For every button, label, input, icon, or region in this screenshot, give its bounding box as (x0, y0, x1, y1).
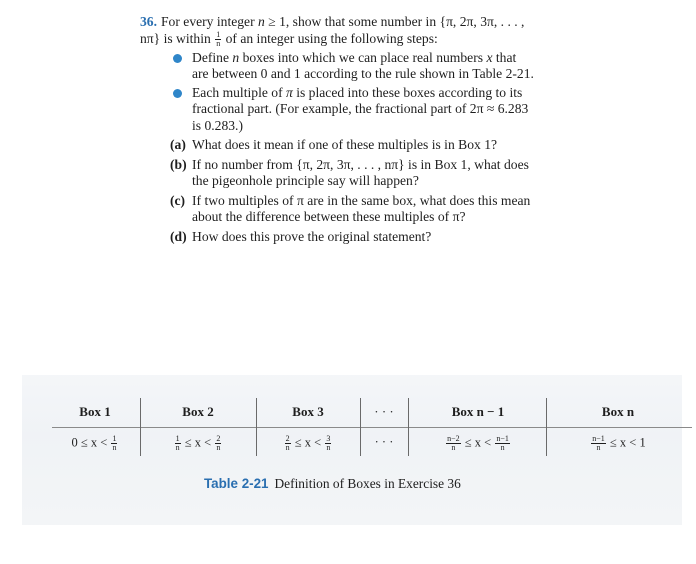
exercise-intro (140, 14, 535, 48)
intro-fraction: $\frac{1}{n}$ (216, 29, 221, 48)
bullet-dot-icon (173, 89, 182, 98)
header-box-3: Box 3 (292, 404, 324, 419)
header-box-1: Box 1 (79, 404, 111, 419)
column-separator (408, 398, 409, 456)
intro-var-n: n (258, 14, 265, 29)
bullet-item-2: Each multiple of π is placed into these boxes according to its fractional part. (For example, the fractional part of 2π ≈ 6.283 is 0.283.) (140, 85, 535, 135)
part-d: (d) How does this prove the original statement? (170, 228, 432, 244)
column-separator (140, 398, 141, 456)
column-separator (256, 398, 257, 456)
rule-box-2: $\frac{1}{n}$ ≤ x < $\frac{2}{n}$ (175, 434, 221, 452)
exercise-number: 36. (140, 14, 157, 29)
header-box-2: Box 2 (182, 404, 214, 419)
intro-set: {π, 2π, 3π, . . . , nπ} (140, 14, 525, 46)
rule-box-n: $\frac{n-1}{n}$ ≤ x < 1 (592, 434, 646, 452)
intro-within: is within (160, 30, 215, 46)
bullet-dot-icon (173, 54, 182, 63)
table-divider (52, 427, 692, 428)
table-caption (204, 476, 461, 492)
part-c: (c) If two multiples of π are in the same box, what does this mean about the difference between these multiples of π? (170, 192, 531, 225)
exercise-36 (140, 14, 535, 245)
part-a: (a) What does it mean if one of these multiples is in Box 1? (170, 137, 498, 153)
rule-ellipsis: · · · (374, 435, 394, 449)
header-ellipsis: · · · (374, 404, 394, 419)
rule-box-3: $\frac{2}{n}$ ≤ x < $\frac{3}{n}$ (285, 434, 331, 452)
intro-text-2: ≥ 1, show that some number in (264, 14, 437, 29)
column-separator (360, 398, 361, 456)
intro-text-1: For every integer (161, 14, 259, 29)
header-box-n-minus-1: Box n − 1 (451, 404, 505, 419)
header-box-n: Box n (601, 404, 635, 419)
rule-box-1: 0 ≤ x < $\frac{1}{n}$ (71, 434, 117, 452)
column-separator (546, 398, 547, 456)
bullet-item-1: Define n boxes into which we can place real numbers x that are between 0 and 1 according to the rule shown in Table 2-21. (140, 50, 535, 83)
rule-box-n-minus-1: $\frac{n-2}{n}$ ≤ x < $\frac{n-1}{n}$ (447, 434, 509, 452)
intro-text-3: of an integer using the following steps: (222, 30, 438, 46)
part-b: (b) If no number from {π, 2π, 3π, . . . , nπ} is in Box 1, what does the pigeonhole principle say will happen? (170, 156, 529, 189)
table-caption-text: Definition of Boxes in Exercise 36 (274, 476, 461, 491)
table-caption-label: Table 2-21 (204, 476, 269, 491)
boxes-table (52, 396, 692, 466)
